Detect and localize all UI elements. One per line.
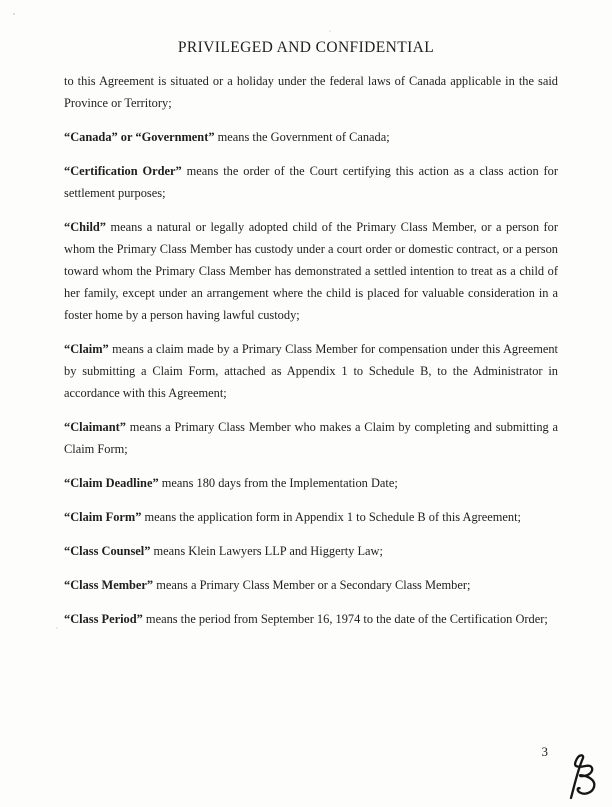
defined-term: “Class Counsel” — [64, 544, 151, 558]
defined-term: “Claim” — [64, 342, 109, 356]
definition-text: means the order of the Court certifying this action as a class action for settlement purposes; — [64, 164, 558, 200]
definition-paragraph — [64, 216, 558, 326]
definition-text: means Klein Lawyers LLP and Higgerty Law; — [150, 544, 383, 558]
definition-paragraph — [64, 608, 558, 630]
scan-speck — [329, 30, 331, 32]
defined-term: “Class Member” — [64, 578, 154, 592]
definition-paragraph — [64, 160, 558, 204]
scan-speck — [56, 627, 58, 629]
defined-term: “Class Period” — [64, 612, 143, 626]
defined-term: “Certification Order” — [64, 164, 182, 178]
definition-paragraph — [64, 472, 558, 494]
definition-text: means the period from September 16, 1974 to the date of the Certification Order; — [142, 612, 548, 626]
definition-paragraph — [64, 126, 558, 148]
definition-text: means a Primary Class Member or a Secondary Class Member; — [153, 578, 471, 592]
definition-paragraph — [64, 338, 558, 404]
defined-term: “Claim Form” — [64, 510, 142, 524]
page-title: PRIVILEGED AND CONFIDENTIAL — [177, 39, 435, 56]
definition-text: means a natural or legally adopted child of the Primary Class Member, or a person for whom the Primary Class Member has custody under a court order or domestic contract, or a person toward whom the Primary Class Member has demonstrated a settled intention to treat as a child of her family, except under an arrangement where the child is placed for valuable consideration in a foster home by a person having lawful custody; — [64, 220, 558, 322]
definition-text: means 180 days from the Implementation Date; — [158, 476, 398, 490]
defined-term: “Child” — [64, 220, 107, 234]
definition-text: means the application form in Appendix 1 to Schedule B of this Agreement; — [141, 510, 521, 524]
definition-text: means a Primary Class Member who makes a Claim by completing and submitting a Claim Form; — [64, 420, 558, 456]
definition-paragraph — [64, 416, 558, 460]
definitions-list — [64, 70, 558, 642]
defined-term: “Claim Deadline” — [64, 476, 159, 490]
definition-text: to this Agreement is situated or a holiday under the federal laws of Canada applicable in the said Province or Territory; — [64, 74, 558, 110]
handwritten-initial-icon — [558, 751, 600, 801]
definition-text: means a claim made by a Primary Class Member for compensation under this Agreement by submitting a Claim Form, attached as Appendix 1 to Schedule B, to the Administrator in accordance with this Agreement; — [64, 342, 558, 400]
definition-text: means the Government of Canada; — [214, 130, 390, 144]
definition-paragraph — [64, 70, 558, 114]
defined-term: “Claimant” — [64, 420, 126, 434]
defined-term: “Canada” or “Government” — [64, 130, 215, 144]
definition-paragraph — [64, 506, 558, 528]
scan-speck — [13, 13, 15, 15]
page-number: 3 — [541, 744, 548, 759]
definition-paragraph — [64, 540, 558, 562]
definition-paragraph — [64, 574, 558, 596]
